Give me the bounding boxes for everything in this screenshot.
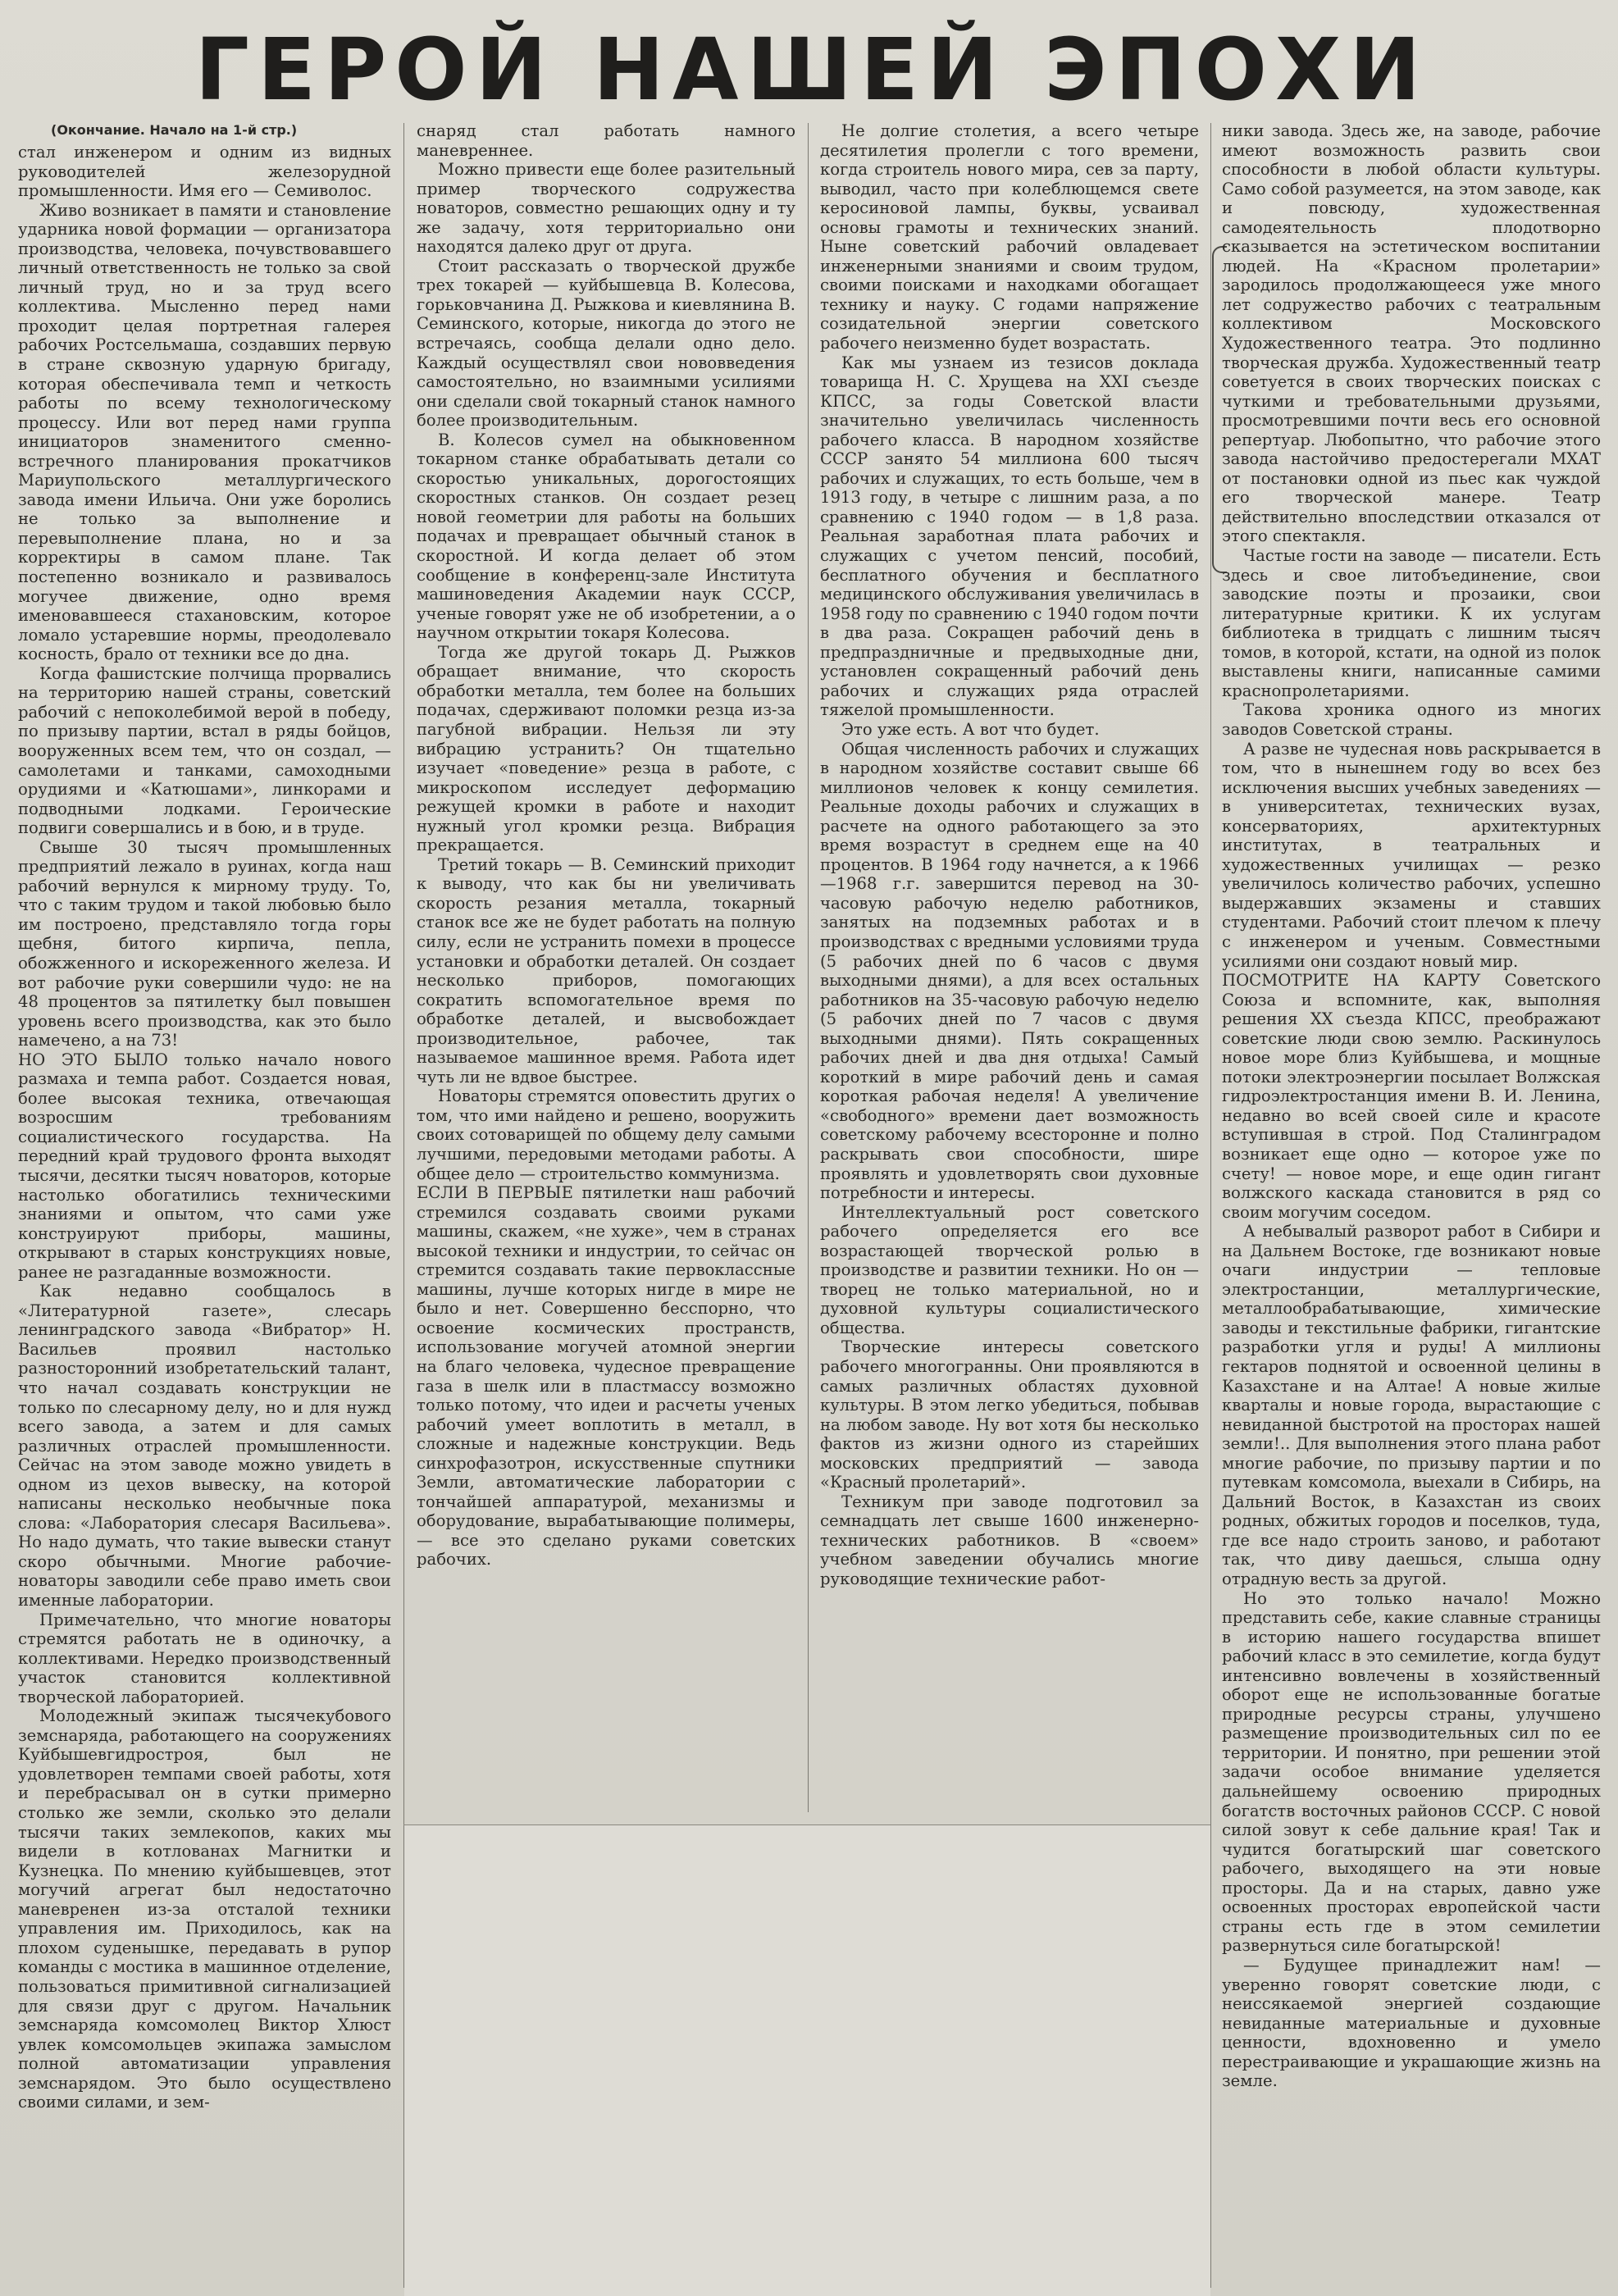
continuation-note: (Окончание. Начало на 1-й стр.): [51, 122, 298, 138]
section-lead-paragraph: НО ЭТО БЫЛО только начало нового размаха и темпа работ. Создается новая, более высокая техника, отвечающая возросшим требованиям социалистического государства. На передний край трудового фронта выходят тысячи, десятки тысяч новаторов, которые настолько обогатились техническими знаниями и опытом, что сами уже конструируют приборы, машины, открывают в старых конструкциях новые, ранее не разгаданные возможности.: [18, 1050, 391, 1282]
paragraph: — Будущее принадлежит нам! — уверенно говорят советские люди, с неиссякаемой энергией создающие невиданные материальные и духовные ценности, вдохновенно и умело перестраивающие и украшающие жизнь на земле.: [1222, 1955, 1601, 2091]
paragraph: стал инженером и одним из видных руководителей железорудной промышленности. Имя его — Семиволос.: [18, 143, 391, 201]
column-4: [1222, 121, 1601, 2286]
blank-area: [404, 1825, 1210, 2296]
column-rule: [1210, 123, 1211, 2288]
paragraph: Тогда же другой токарь Д. Рыжков обращает внимание, что скорость обработки металла, тем более на больших подачах, сдерживают поломки резца из-за пагубной вибрации. Нельзя ли эту вибрацию устранить? Он тщательно изучает «поведение» резца в работе, с микроскопом исследует деформацию режущей кромки в работе и находит нужный угол кромки резца. Вибрация прекращается.: [417, 642, 795, 855]
paragraph: Не долгие столетия, а всего четыре десятилетия пролегли с того времени, когда строитель нового мира, сев за парту, выводил, часто при колеблющемся свете керосиновой лампы, буквы, усваивал основы грамоты и технических знаний. Ныне советский рабочий овладевает инженерными знаниями и своим трудом, своими поисками и находками обогащает технику и науку. С годами напряжение созидательной энергии советского рабочего неизменно будет возрастать.: [820, 121, 1199, 353]
column-3: [820, 121, 1199, 1811]
paragraph: Как недавно сообщалось в «Литературной газете», слесарь ленинградского завода «Вибратор» Н. Васильев проявил настолько разносторонний изобретательский талант, что начал создавать конструкции не только по слесарному делу, но и для нужд всего завода, а затем и для самых различных отраслей промышленности. Сейчас на этом заводе можно увидеть в одном из цехов вывеску, на которой написаны несколько необычные пока слова: «Лаборатория слесаря Васильева». Но надо думать, что такие вывески станут скоро обычными. Многие рабочие-новаторы заводили себе право иметь свои именные лаборатории.: [18, 1282, 391, 1610]
column-rule: [808, 123, 809, 1812]
paragraph: Третий токарь — В. Семинский приходит к выводу, что как бы ни увеличивать скорость резания металла, токарный станок все же не будет работать на полную силу, если не устранить помехи в процессе установки и обработки деталей. Он создает несколько приборов, помогающих сократить вспомогательное время по обработке деталей, и высвобождает производительное, рабочее, так называемое машинное время. Работа идет чуть ли не вдвое быстрее.: [417, 854, 795, 1086]
paragraph: Свыше 30 тысяч промышленных предприятий лежало в руинах, когда наш рабочий вернулся к мирному труду. То, что с таким трудом и такой любовью было им построено, представляло тогда горы щебня, битого кирпича, пепла, обожженного и искореженного железа. И вот рабочие руки совершили чудо: не на 48 процентов за пятилетку был повышен уровень всего производства, как это было намечено, а на 73!: [18, 837, 391, 1050]
column-2: [417, 121, 795, 1811]
paragraph: ники завода. Здесь же, на заводе, рабочие имеют возможность развить свои способности в любой области культуры. Само собой разумеется, на этом заводе, как и повсюду, художественная самодеятельность плодотворно сказывается на эстетическом воспитании людей. На «Красном пролетарии» зародилось продолжающееся уже много лет содружество рабочих с театральным коллективом Московского Художественного театра. Это подлинно творческая дружба. Художественный театр советуется в своих творческих поисках с чуткими и требовательными друзьями, просмотревшими почти весь его основной репертуар. Любопытно, что рабочие этого завода настойчиво предостерегали МХАТ от постановки одной из пьес как чуждой его творческой манере. Театр действительно впоследствии отказался от этого спектакля.: [1222, 121, 1601, 546]
paragraph: Частые гости на заводе — писатели. Есть здесь и свое литобъединение, свои заводские поэты и прозаики, свои литературные критики. К их услугам библиотека в тридцать с лишним тысяч томов, в которой, кстати, на одной из полок выставлены книги, написанные самими краснопролетариями.: [1222, 546, 1601, 700]
paragraph: В. Колесов сумел на обыкновенном токарном станке обрабатывать детали со скоростью уникальных, дорогостоящих скоростных станков. Он создает резец новой геометрии для работы на больших подачах и превращает обычный станок в скоростной. И когда делает об этом сообщение в конференц-зале Института машиноведения Академии наук СССР, ученые говорят уже не об изобретении, а о научном открытии токаря Колесова.: [417, 430, 795, 643]
paragraph: А небывалый разворот работ в Сибири и на Дальнем Востоке, где возникают новые очаги индустрии — тепловые электростанции, металлургические, металлообрабатывающие, химические заводы и текстильные фабрики, гигантские разработки угля и руды! А миллионы гектаров поднятой и освоенной целины в Казахстане и на Алтае! А новые жилые кварталы и новые города, вырастающие с невиданной быстротой на просторах нашей земли!.. Для выполнения этого плана работ многие рабочие, по призыву партии и по путевкам комсомола, выехали в Сибирь, на Дальний Восток, в Казахстан из своих родных, обжитых городов и поселков, туда, где все надо строить заново, и работают так, что диву даешься, слыша одну отрадную весть за другой.: [1222, 1222, 1601, 1589]
paragraph: Творческие интересы советского рабочего многогранны. Они проявляются в самых различных областях духовной культуры. В этом легко убедиться, побывав на любом заводе. Ну вот хотя бы несколько фактов из жизни одного из старейших московских предприятий — завода «Красный пролетарий».: [820, 1337, 1199, 1492]
paragraph: Общая численность рабочих и служащих в народном хозяйстве составит свыше 66 миллионов человек к концу семилетия. Реальные доходы рабочих и служащих в расчете на одного работающего за это время возрастут в среднем еще на 40 процентов. В 1964 году начнется, а к 1966—1968 г.г. завершится перевод на 30-часовую рабочую неделю работников, занятых на подземных работах и в производствах с вредными условиями труда (5 рабочих дней по 6 часов с двумя выходными днями), а для всех остальных работников на 35-часовую рабочую неделю (5 рабочих дней по 7 часов с двумя выходными днями). Пять сокращенных рабочих дней и два дня отдыха! Самый короткий в мире рабочий день и самая короткая рабочая неделя! А увеличение «свободного» времени дает возможность советскому рабочему всесторонне и полно раскрывать свои способности, шире проявлять и удовлетворять свои духовные потребности и интересы.: [820, 739, 1199, 1203]
section-lead-paragraph: ПОСМОТРИТЕ НА КАРТУ Советского Союза и вспомните, как, выполняя решения XX съезда КПСС, преображают советские люди свою землю. Раскинулось новое море близ Куйбышева, и мощные потоки электроэнергии посылает Волжская гидроэлектростанция имени В. И. Ленина, недавно во всей своей силе и красоте вступившая в строй. Под Сталинградом возникает еще одно — которое уже по счету! — новое море, и еще один гигант волжского каскада становится в ряд со своим могучим соседом.: [1222, 971, 1601, 1222]
paragraph: Молодежный экипаж тысячекубового земснаряда, работающего на сооружениях Куйбышевгидростроя, был не удовлетворен темпами своей работы, хотя и перебрасывал он в сутки примерно столько же земли, сколько это делали тысячи таких землекопов, каких мы видели в котлованах Магнитки и Кузнецка. По мнению куйбышевцев, этот могучий агрегат был недостаточно маневренен из-за отсталой техники управления им. Приходилось, как на плохом суденышке, передавать в рупор команды с мостика в машинное отделение, пользоваться примитивной сигнализацией для связи друг с другом. Начальник земснаряда комсомолец Виктор Хлюст увлек комсомольцев экипажа замыслом полной автоматизации управления земснарядом. Это было осуществлено своими силами, и зем-: [18, 1706, 391, 2112]
paragraph: Когда фашистские полчища прорвались на территорию нашей страны, советский рабочий с непоколебимой верой в победу, по призыву партии, встал в ряды бойцов, вооруженных всем тем, что он создал, — самолетами и танками, самоходными орудиями и «Катюшами», линкорами и подводными лодками. Героические подвиги совершались и в бою, и в труде.: [18, 663, 391, 838]
paragraph: снаряд стал работать намного маневреннее.: [417, 121, 795, 160]
paragraph: Такова хроника одного из многих заводов Советской страны.: [1222, 700, 1601, 739]
paragraph: Новаторы стремятся оповестить других о том, что ими найдено и решено, вооружить своих сотоварищей по общему делу самыми лучшими, передовыми методами работы. А общее дело — строительство коммунизма.: [417, 1086, 795, 1183]
paragraph: Как мы узнаем из тезисов доклада товарища Н. С. Хрущева на XXI съезде КПСС, за годы Советской власти значительно увеличилась численность рабочего класса. В народном хозяйстве СССР занято 54 миллиона 600 тысяч рабочих и служащих, то есть больше, чем в 1913 году, в четыре с лишним раза, а по сравнению с 1940 годом — в 1,8 раза. Реальная заработная плата рабочих и служащих с учетом пенсий, пособий, бесплатного обучения и бесплатного медицинского обслуживания увеличилась в 1958 году по сравнению с 1940 годом почти в два раза. Сокращен рабочий день в предпраздничные и предвыходные дни, установлен сокращенный рабочий день рабочих и служащих ряда отраслей тяжелой промышленности.: [820, 353, 1199, 720]
paragraph: Примечательно, что многие новаторы стремятся работать не в одиночку, а коллективами. Нередко производственный участок становится коллективной творческой лабораторией.: [18, 1610, 391, 1706]
paragraph: А разве не чудесная новь раскрывается в том, что в нынешнем году во всех без исключения высших учебных заведениях — в университетах, технических вузах, консерваториях, архитектурных институтах, в театральных и художественных училищах — резко увеличилось количество рабочих, успешно выдержавших экзамены и ставших студентами. Рабочий стоит плечом к плечу с инженером и ученым. Совместными усилиями они создают новый мир.: [1222, 739, 1601, 971]
paragraph: Интеллектуальный рост советского рабочего определяется его все возрастающей творческой ролью в производстве и развитии техники. Но он — творец не только материальной, но и духовной культуры социалистического общества.: [820, 1202, 1199, 1337]
paragraph: Стоит рассказать о творческой дружбе трех токарей — куйбышевца В. Колесова, горьковчанина Д. Рыжкова и киевлянина В. Семинского, которые, никогда до этого не встречаясь, сообща делали одно дело. Каждый осуществлял свои нововведения самостоятельно, но взаимными усилиями они сделали свой токарный станок намного более производительным.: [417, 256, 795, 430]
section-lead-paragraph: ЕСЛИ В ПЕРВЫЕ пятилетки наш рабочий стремился создавать своими руками машины, скажем, «не хуже», чем в странах высокой техники и индустрии, то сейчас он стремится создавать такие первоклассные машины, лучше которых нигде в мире не было и нет. Совершенно бесспорно, что освоение космических пространств, использование могучей атомной энергии на благо человека, чудесное превращение газа в шелк или в пластмассу возможно только потому, что идеи и расчеты ученых рабочий умеет воплотить в металл, в сложные и надежные конструкции. Ведь синхрофазотрон, искусственные спутники Земли, автоматические лаборатории с тончайшей аппаратурой, механизмы и оборудование, вырабатывающие полимеры, — все это сделано руками советских рабочих.: [417, 1183, 795, 1569]
paragraph: Живо возникает в памяти и становление ударника новой формации — организатора производства, человека, почувствовавшего личный ответственность не только за свой личный труд, но и за труд всего коллектива. Мысленно перед нами проходит целая портретная галерея рабочих Ростсельмаша, создавших первую в стране сквозную ударную бригаду, которая обеспечивала темп и четкость работы по всему технологическому процессу. Или вот перед нами группа инициаторов знаменитого сменно-встречного планирования прокатчиков Мариупольского металлургического завода имени Ильича. Они уже боролись не только за выполнение и перевыполнение плана, но и за корректиры в самом плане. Так постепенно возникало и развивалось могучее движение, одно время именовавшееся стахановским, которое ломало устаревшие нормы, преодолевало косность, брало от техники все до дна.: [18, 200, 391, 664]
paragraph: Но это только начало! Можно представить себе, какие славные страницы в историю нашего государства впишет рабочий класс в это семилетие, когда будут интенсивно вовлечены в хозяйственный оборот еще не использованные богатые природные ресурсы страны, улучшено размещение производительных сил по ее территории. И понятно, при решении этой задачи особое внимание уделяется дальнейшему освоению природных богатств восточных районов СССР. С новой силой зовут к себе дальние края! Так и чудится богатырский шаг советского рабочего, выходящего на эти новые просторы. Да и на старых, давно уже освоенных просторах европейской части страны есть где в этом семилетии развернуться силе богатырской!: [1222, 1588, 1601, 1956]
paragraph: Это уже есть. А вот что будет.: [841, 719, 1100, 739]
column-1: [18, 121, 391, 2286]
headline: ГЕРОЙ НАШЕЙ ЭПОХИ: [194, 20, 1429, 120]
paragraph: Можно привести еще более разительный пример творческого содружества новаторов, совместно решающих одну и ту же задачу, хотя территориально они находятся далеко друг от друга.: [417, 160, 795, 257]
paragraph: Техникум при заводе подготовил за семнадцать лет свыше 1600 инженерно-технических работников. В «своем» учебном заведении обучались многие руководящие технические работ-: [820, 1492, 1199, 1589]
